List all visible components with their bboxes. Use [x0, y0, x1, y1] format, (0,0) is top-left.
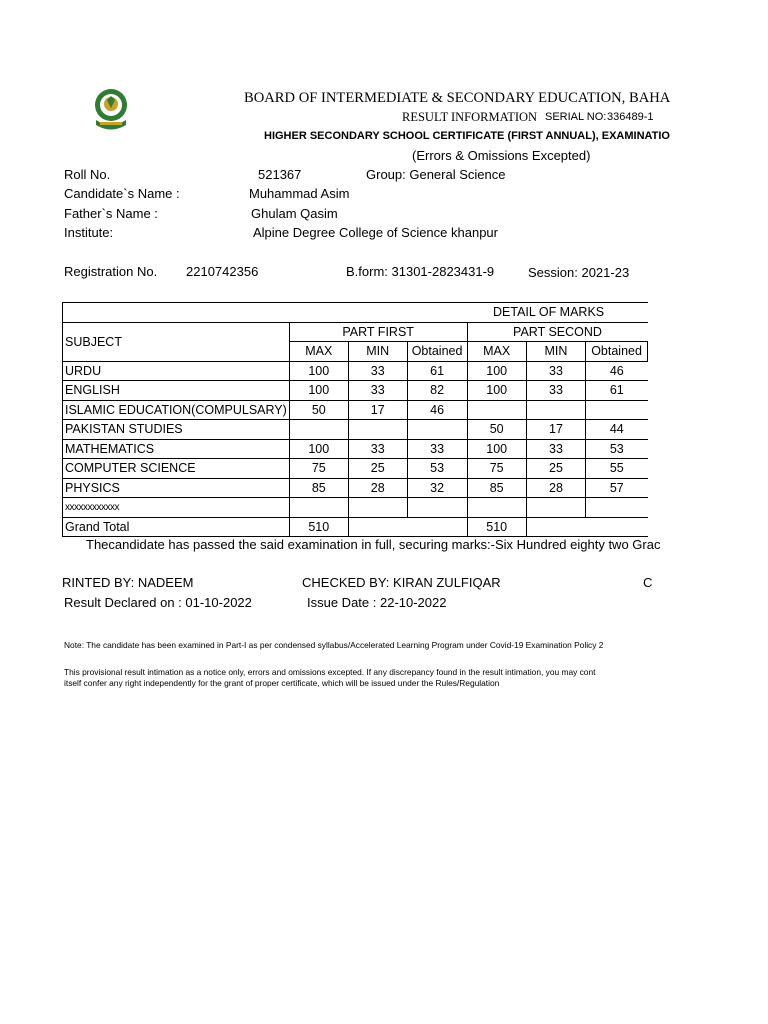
cell: 33	[526, 381, 585, 401]
col-header-obtained: Obtained	[586, 342, 648, 362]
cell: 61	[586, 381, 648, 401]
cell: 33	[526, 439, 585, 459]
subject-name: MATHEMATICS	[63, 439, 290, 459]
result-declared-date: Result Declared on : 01-10-2022	[64, 595, 252, 610]
provisional-note-line1: This provisional result intimation as a notice only, errors and omissions excepted. If any discrepancy found in the result intimation, you may cont	[64, 667, 596, 677]
cell: 46	[586, 361, 648, 381]
table-row	[63, 361, 648, 381]
father-name-label: Father`s Name :	[64, 206, 158, 221]
cell: 75	[467, 459, 526, 479]
subject-name: ENGLISH	[63, 381, 290, 401]
issue-date: Issue Date : 22-10-2022	[307, 595, 447, 610]
part-first-header: PART FIRST	[289, 322, 467, 342]
father-name-value: Ghulam Qasim	[251, 206, 338, 221]
part-second-header: PART SECOND	[467, 322, 648, 342]
result-statement: Thecandidate has passed the said examination in full, securing marks:-Six Hundred eighty two Grac	[86, 537, 661, 552]
cell: 100	[289, 361, 348, 381]
cell: 100	[289, 439, 348, 459]
cell: 100	[289, 381, 348, 401]
cell: 75	[289, 459, 348, 479]
roll-label: Roll No.	[64, 167, 111, 182]
cell: 85	[289, 478, 348, 498]
cell: 33	[348, 381, 407, 401]
subject-name: PAKISTAN STUDIES	[63, 420, 290, 440]
institute-value: Alpine Degree College of Science khanpur	[253, 225, 498, 240]
cell	[467, 498, 526, 518]
cell: 33	[526, 361, 585, 381]
col-header-obtained: Obtained	[407, 342, 467, 362]
registration-value: 2210742356	[186, 264, 259, 279]
cell: 82	[407, 381, 467, 401]
cell	[407, 420, 467, 440]
subject-name: ISLAMIC EDUCATION(COMPULSARY)	[63, 400, 290, 420]
cutoff-text: C	[643, 575, 653, 590]
col-header-max: MAX	[467, 342, 526, 362]
roll-value: 521367	[258, 167, 302, 182]
cell: 33	[407, 439, 467, 459]
table-row	[63, 420, 648, 440]
cell: 100	[467, 381, 526, 401]
marks-table	[62, 302, 648, 537]
subject-header: SUBJECT	[63, 322, 290, 361]
cell: 55	[586, 459, 648, 479]
exam-title: HIGHER SECONDARY SCHOOL CERTIFICATE (FIRST ANNUAL), EXAMINATIO	[264, 130, 670, 142]
cell: 85	[467, 478, 526, 498]
cell	[348, 498, 407, 518]
cell: 61	[407, 361, 467, 381]
serial-value: 336489-1	[607, 111, 654, 123]
grand-total-part-first: 510	[289, 517, 348, 537]
candidate-name-value: Muhammad Asim	[249, 186, 350, 201]
cell: 100	[467, 361, 526, 381]
registration-label: Registration No.	[64, 264, 158, 279]
cell: 50	[289, 400, 348, 420]
table-row	[63, 381, 648, 401]
institute-label: Institute:	[64, 225, 114, 240]
cell: 32	[407, 478, 467, 498]
cell: 17	[348, 400, 407, 420]
printed-by: RINTED BY: NADEEM	[62, 575, 194, 590]
table-row	[63, 400, 648, 420]
cell	[348, 420, 407, 440]
cell: 33	[348, 361, 407, 381]
board-logo	[90, 86, 132, 132]
cell: 100	[467, 439, 526, 459]
serial-label: SERIAL NO:	[545, 111, 607, 123]
subject-name: PHYSICS	[63, 478, 290, 498]
covid-policy-note: Note: The candidate has been examined in Part-I as per condensed syllabus/Accelerated Learning Program under Covid-19 Examination Policy 2	[64, 640, 604, 650]
cell	[526, 498, 585, 518]
col-header-min: MIN	[526, 342, 585, 362]
table-row	[63, 439, 648, 459]
cell	[586, 400, 648, 420]
subject-name: COMPUTER SCIENCE	[63, 459, 290, 479]
col-header-min: MIN	[348, 342, 407, 362]
cell: 44	[586, 420, 648, 440]
result-information-label: RESULT INFORMATION	[402, 110, 538, 124]
candidate-name-label: Candidate`s Name :	[64, 186, 180, 201]
part-header-row	[63, 322, 648, 342]
board-title: BOARD OF INTERMEDIATE & SECONDARY EDUCATION, BAHA	[244, 90, 671, 106]
cell	[586, 498, 648, 518]
table-row	[63, 459, 648, 479]
cell	[407, 498, 467, 518]
cell: 28	[348, 478, 407, 498]
board-emblem-icon	[90, 86, 132, 132]
subject-name: URDU	[63, 361, 290, 381]
cell: 33	[348, 439, 407, 459]
table-row	[63, 498, 648, 518]
cell	[289, 420, 348, 440]
cell: 25	[348, 459, 407, 479]
cell	[467, 400, 526, 420]
provisional-note-line2: itself confer any right independently for the grant of proper certificate, which will be issued under the Rules/Regulation	[64, 678, 500, 688]
checked-by: CHECKED BY: KIRAN ZULFIQAR	[302, 575, 501, 590]
bform-number: B.form: 31301-2823431-9	[346, 264, 495, 279]
cell: 17	[526, 420, 585, 440]
grand-total-label: Grand Total	[63, 517, 290, 537]
cell	[289, 498, 348, 518]
col-header-max: MAX	[289, 342, 348, 362]
cell	[526, 400, 585, 420]
cell: 57	[586, 478, 648, 498]
errors-omissions-note: (Errors & Omissions Excepted)	[412, 148, 591, 163]
cell: 28	[526, 478, 585, 498]
cell: 53	[586, 439, 648, 459]
detail-of-marks-header: DETAIL OF MARKS	[493, 305, 605, 320]
cell: 46	[407, 400, 467, 420]
subject-name: xxxxxxxxxxxx	[63, 498, 290, 518]
group-label: Group: General Science	[366, 167, 506, 182]
cell: 53	[407, 459, 467, 479]
table-row	[63, 478, 648, 498]
grand-total-row	[63, 517, 648, 537]
grand-total-part-second: 510	[467, 517, 526, 537]
cell: 25	[526, 459, 585, 479]
detail-header-row	[63, 303, 648, 323]
cell: 50	[467, 420, 526, 440]
session: Session: 2021-23	[528, 265, 630, 280]
